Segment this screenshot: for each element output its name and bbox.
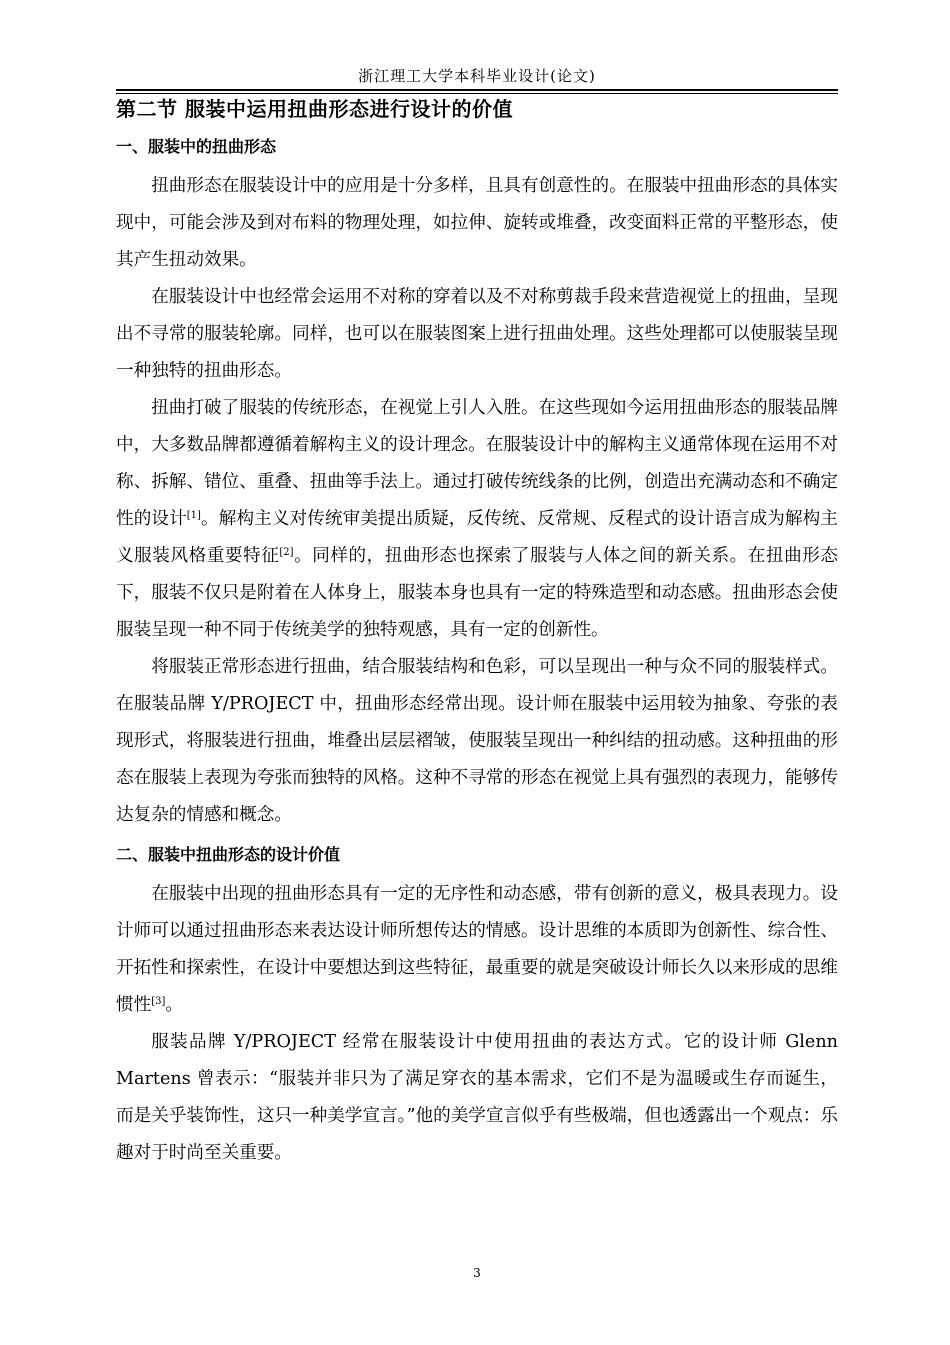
section-title: 第二节 服装中运用扭曲形态进行设计的价值	[116, 97, 513, 121]
paragraph-5-part-a: 在服装中出现的扭曲形态具有一定的无序性和动态感，带有创新的意义，极具表现力。设计师可以通过扭曲形态来表达设计师所想传达的情感。设计思维的本质即为创新性、综合性、开拓性和探索性，在设计中要想达到这些特征，最重要的就是突破设计师长久以来形成的思维惯性	[116, 884, 838, 1015]
page-number: 3	[473, 1266, 481, 1280]
paragraph-3-part-a: 扭曲打破了服装的传统形态，在视觉上引人入胜。在这些现如今运用扭曲形态的服装品牌中，大多数品牌都遵循着解构主义的设计理念。在服装设计中的解构主义通常体现在运用不对称、拆解、错位、重叠、扭曲等手法上。通过打破传统线条的比例，创造出充满动态和不确定性的设计	[116, 398, 838, 529]
subsection-title-1: 一、服装中的扭曲形态	[116, 137, 277, 156]
subsection-title-2: 二、服装中扭曲形态的设计价值	[116, 845, 341, 864]
paragraph-1: 扭曲形态在服装设计中的应用是十分多样，且具有创意性的。在服装中扭曲形态的具体实现中，可能会涉及到对布料的物理处理，如拉伸、旋转或堆叠，改变面料正常的平整形态，使其产生扭动效果。	[116, 176, 838, 270]
paragraph-5	[116, 876, 838, 1024]
paragraph-2: 在服装设计中也经常会运用不对称的穿着以及不对称剪裁手段来营造视觉上的扭曲，呈现出不寻常的服装轮廓。同样，也可以在服装图案上进行扭曲处理。这些处理都可以使服装呈现一种独特的扭曲形态。	[116, 287, 838, 381]
running-header: 浙江理工大学本科毕业设计(论文)	[358, 67, 596, 85]
paragraph-3-part-c: 。同样的，扭曲形态也探索了服装与人体之间的新关系。在扭曲形态下，服装不仅只是附着在人体身上，服装本身也具有一定的特殊造型和动态感。扭曲形态会使服装呈现一种不同于传统美学的独特观感，具有一定的创新性。	[116, 546, 838, 640]
paragraph-4: 将服装正常形态进行扭曲，结合服装结构和色彩，可以呈现出一种与众不同的服装样式。在服装品牌 Y/PROJECT 中，扭曲形态经常出现。设计师在服装中运用较为抽象、夸张的表现形式，将服装进行扭曲，堆叠出层层褶皱，使服装呈现出一种纠结的扭动感。这种扭曲的形态在服装上表现为夸张而独特的风格。这种不寻常的形态在视觉上具有强烈的表现力，能够传达复杂的情感和概念。	[116, 657, 838, 825]
citation-2: [2]	[279, 547, 294, 558]
header-rule-thick	[116, 89, 838, 91]
body-text	[116, 92, 838, 1172]
paragraph-3	[116, 390, 838, 649]
paragraph-5-part-b: 。	[165, 995, 183, 1015]
citation-3: [3]	[151, 996, 166, 1007]
paragraph-6: 服装品牌 Y/PROJECT 经常在服装设计中使用扭曲的表达方式。它的设计师 Glenn Martens 曾表示：“服装并非只为了满足穿衣的基本需求，它们不是为温暖或生存而诞生，而是关乎装饰性，这只一种美学宣言。”他的美学宣言似乎有些极端，但也透露出一个观点：乐趣对于时尚至关重要。	[116, 1032, 838, 1163]
paragraph-3-part-b: 。解构主义对传统审美提出质疑，反传统、反常规、反程式的设计语言成为解构主义服装风格重要特征	[116, 509, 838, 566]
citation-1: [1]	[186, 510, 201, 521]
